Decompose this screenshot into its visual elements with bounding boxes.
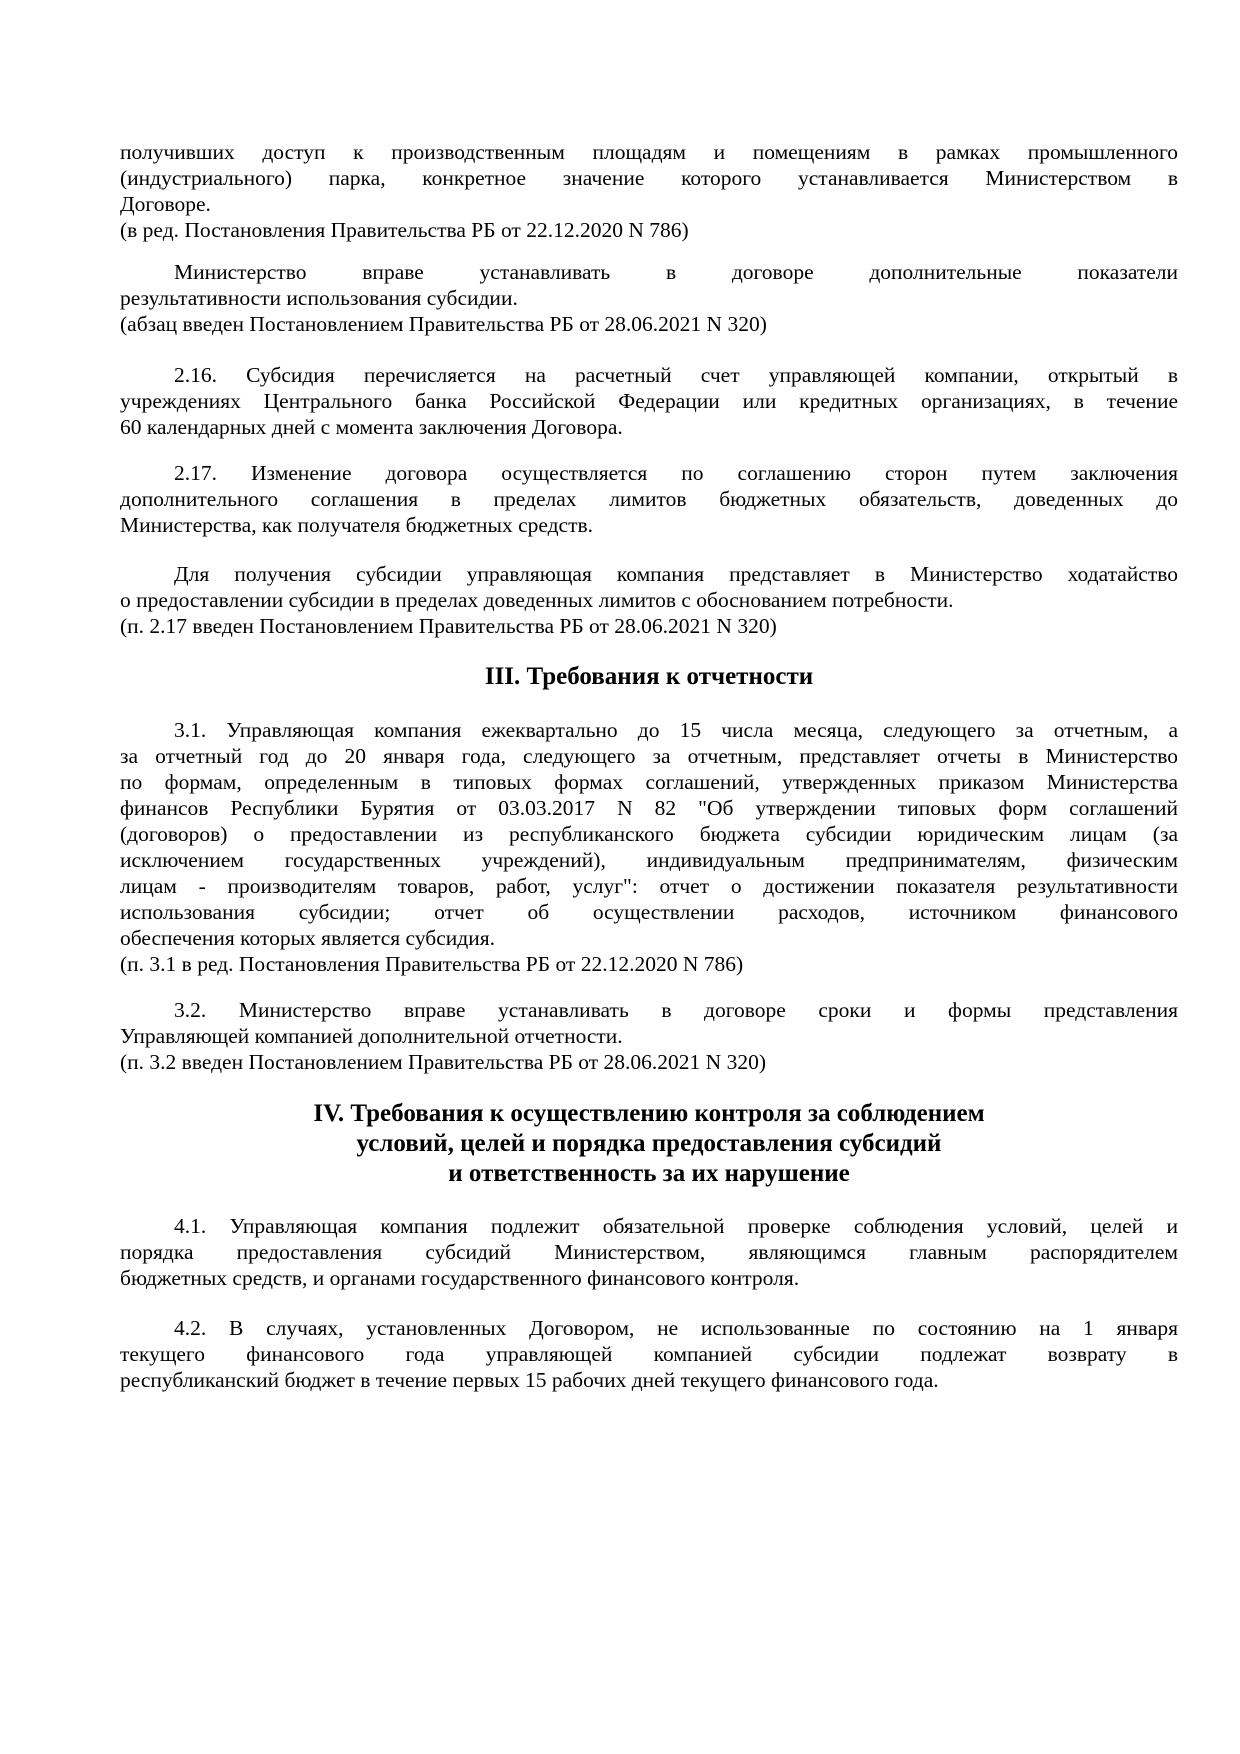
section-heading-iv — [120, 1099, 1178, 1189]
text-line: республиканский бюджет в течение первых 15 рабочих дней текущего финансового года. — [120, 1368, 939, 1392]
amendment-note: (абзац введен Постановлением Правительства РБ от 28.06.2021 N 320) — [120, 312, 767, 336]
text-line: 60 календарных дней с момента заключения Договора. — [120, 415, 623, 439]
text-line: финансов Республики Бурятия от 03.03.2017 N 82 "Об утверждении типовых форм соглашений — [120, 796, 1178, 820]
paragraph-3-2 — [120, 997, 1178, 1075]
amendment-note: (п. 2.17 введен Постановлением Правительства РБ от 28.06.2021 N 320) — [120, 614, 777, 638]
section-heading-iii — [120, 662, 1178, 692]
text-line: дополнительного соглашения в пределах лимитов бюджетных обязательств, доведенных до — [120, 487, 1178, 511]
paragraph-4-1 — [120, 1213, 1178, 1291]
text-line: по формам, определенным в типовых формах соглашений, утвержденных приказом Министерства — [120, 770, 1178, 794]
paragraph-2-16 — [120, 362, 1178, 440]
text-line: исключением государственных учреждений), индивидуальным предпринимателям, физическим — [120, 848, 1178, 872]
text-line: Для получения субсидии управляющая компания представляет в Министерство ходатайство — [174, 562, 1178, 586]
text-line: 2.16. Субсидия перечисляется на расчетный счет управляющей компании, открытый в — [174, 363, 1178, 387]
text-line: бюджетных средств, и органами государственного финансового контроля. — [120, 1266, 800, 1290]
text-line: результативности использования субсидии. — [120, 286, 518, 310]
text-line: учреждениях Центрального банка Российской Федерации или кредитных организациях, в течение — [120, 389, 1178, 413]
text-line: 4.2. В случаях, установленных Договором, не использованные по состоянию на 1 января — [174, 1316, 1178, 1340]
text-line: Министерство вправе устанавливать в договоре дополнительные показатели — [174, 260, 1178, 284]
text-line: 2.17. Изменение договора осуществляется по соглашению сторон путем заключения — [174, 461, 1178, 485]
heading-line: III. Требования к отчетности — [484, 663, 814, 690]
heading-line: IV. Требования к осуществлению контроля за соблюдением — [313, 1100, 985, 1127]
text-line: получивших доступ к производственным площадям и помещениям в рамках промышленного — [120, 140, 1178, 164]
heading-line: условий, целей и порядка предоставления субсидий — [356, 1130, 942, 1157]
amendment-note: (п. 3.1 в ред. Постановления Правительства РБ от 22.12.2020 N 786) — [120, 952, 744, 976]
heading-line: и ответственность за их нарушение — [448, 1160, 850, 1187]
text-line: порядка предоставления субсидий Министерством, являющимся главным распорядителем — [120, 1240, 1178, 1264]
text-line: текущего финансового года управляющей компанией субсидии подлежат возврату в — [120, 1342, 1178, 1366]
text-line: 4.1. Управляющая компания подлежит обязательной проверке соблюдения условий, целей и — [174, 1214, 1178, 1238]
text-line: (индустриального) парка, конкретное значение которого устанавливается Министерством в — [120, 166, 1178, 190]
text-line: Министерства, как получателя бюджетных средств. — [120, 513, 594, 537]
paragraph-3-1 — [120, 717, 1178, 977]
paragraph-petition — [120, 561, 1178, 639]
paragraph-2-17 — [120, 460, 1178, 538]
text-line: Договоре. — [120, 192, 211, 216]
text-line: (договоров) о предоставлении из республиканского бюджета субсидии юридическим лицам (за — [120, 822, 1178, 846]
text-line: 3.1. Управляющая компания ежеквартально до 15 числа месяца, следующего за отчетным, а — [174, 718, 1178, 742]
text-line: Управляющей компанией дополнительной отчетности. — [120, 1024, 623, 1048]
amendment-note: (в ред. Постановления Правительства РБ от 22.12.2020 N 786) — [120, 218, 689, 242]
paragraph-4-2 — [120, 1315, 1178, 1393]
text-line: 3.2. Министерство вправе устанавливать в договоре сроки и формы представления — [174, 998, 1178, 1022]
text-line: о предоставлении субсидии в пределах доведенных лимитов с обоснованием потребности. — [120, 588, 954, 612]
text-line: за отчетный год до 20 января года, следующего за отчетным, представляет отчеты в Министерство — [120, 744, 1178, 768]
text-line: использования субсидии; отчет об осуществлении расходов, источником финансового — [120, 900, 1178, 924]
amendment-note: (п. 3.2 введен Постановлением Правительства РБ от 28.06.2021 N 320) — [120, 1050, 766, 1074]
paragraph-additional-indicators — [120, 259, 1178, 337]
text-line: лицам - производителям товаров, работ, услуг": отчет о достижении показателя результативности — [120, 874, 1178, 898]
text-line: обеспечения которых является субсидия. — [120, 926, 495, 950]
paragraph-industrial-park — [120, 139, 1178, 243]
